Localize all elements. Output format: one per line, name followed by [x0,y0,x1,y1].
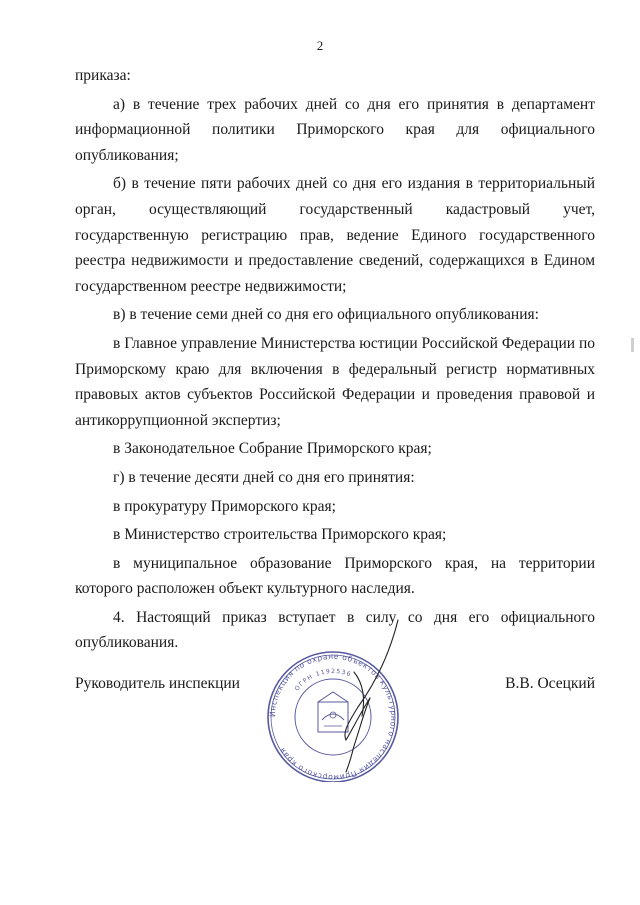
signatory-name: В.В. Осецкий [505,675,595,692]
paragraph-item-v: в) в течение семи дней со дня его официального опубликования: [113,306,539,324]
paragraph-item-4: 4. Настоящий приказ вступает в силу со дня его официального опубликования. [75,608,595,652]
paragraph-item-g-prosecutor: в прокуратуру Приморского края; [113,497,336,515]
paragraph-item-a: а) в течение трех рабочих дней со дня его принятия в департамент информационной политики Приморского края для официального опубликования; [75,95,595,164]
paragraph-item-v-ministry-justice: в Главное управление Министерства юстиции Российской Федерации по Приморскому краю для включения в федеральный регистр нормативных правовых актов субъектов Российской Федерации и проведения правовой и антикоррупционной экспертиз; [75,334,595,429]
seal-outer-text: Инспекция по охране объектов культурного наследия Приморского края [267,651,399,782]
paragraph-item-g: г) в течение десяти дней со дня его принятия: [113,468,415,486]
paragraph-intro: приказа: [75,67,131,84]
paragraph-item-g-municipality: в муниципальное образование Приморского края, на территории которого расположен объект культурного наследия. [75,554,595,598]
paragraph-item-v-legislative-assembly: в Законодательное Собрание Приморского края; [113,440,432,458]
page-number: 2 [316,38,324,53]
paragraph-item-b: б) в течение пяти рабочих дней со дня его издания в территориальный орган, осуществляющий государственный кадастровый учет, государственную регистрацию прав, ведение Единого государственного реестра недвижимости и предоставление сведений, содержащихся в Едином государственном реестре недвижимости; [75,175,595,295]
paragraph-item-g-ministry-construction: в Министерство строительства Приморского края; [113,526,447,544]
official-seal-icon [258,612,408,782]
signatory-position: Руководитель инспекции [75,675,240,692]
scan-margin-mark [631,338,634,352]
seal-inner-text: ОГРН 1192536 [293,667,353,693]
document-body [75,63,595,659]
